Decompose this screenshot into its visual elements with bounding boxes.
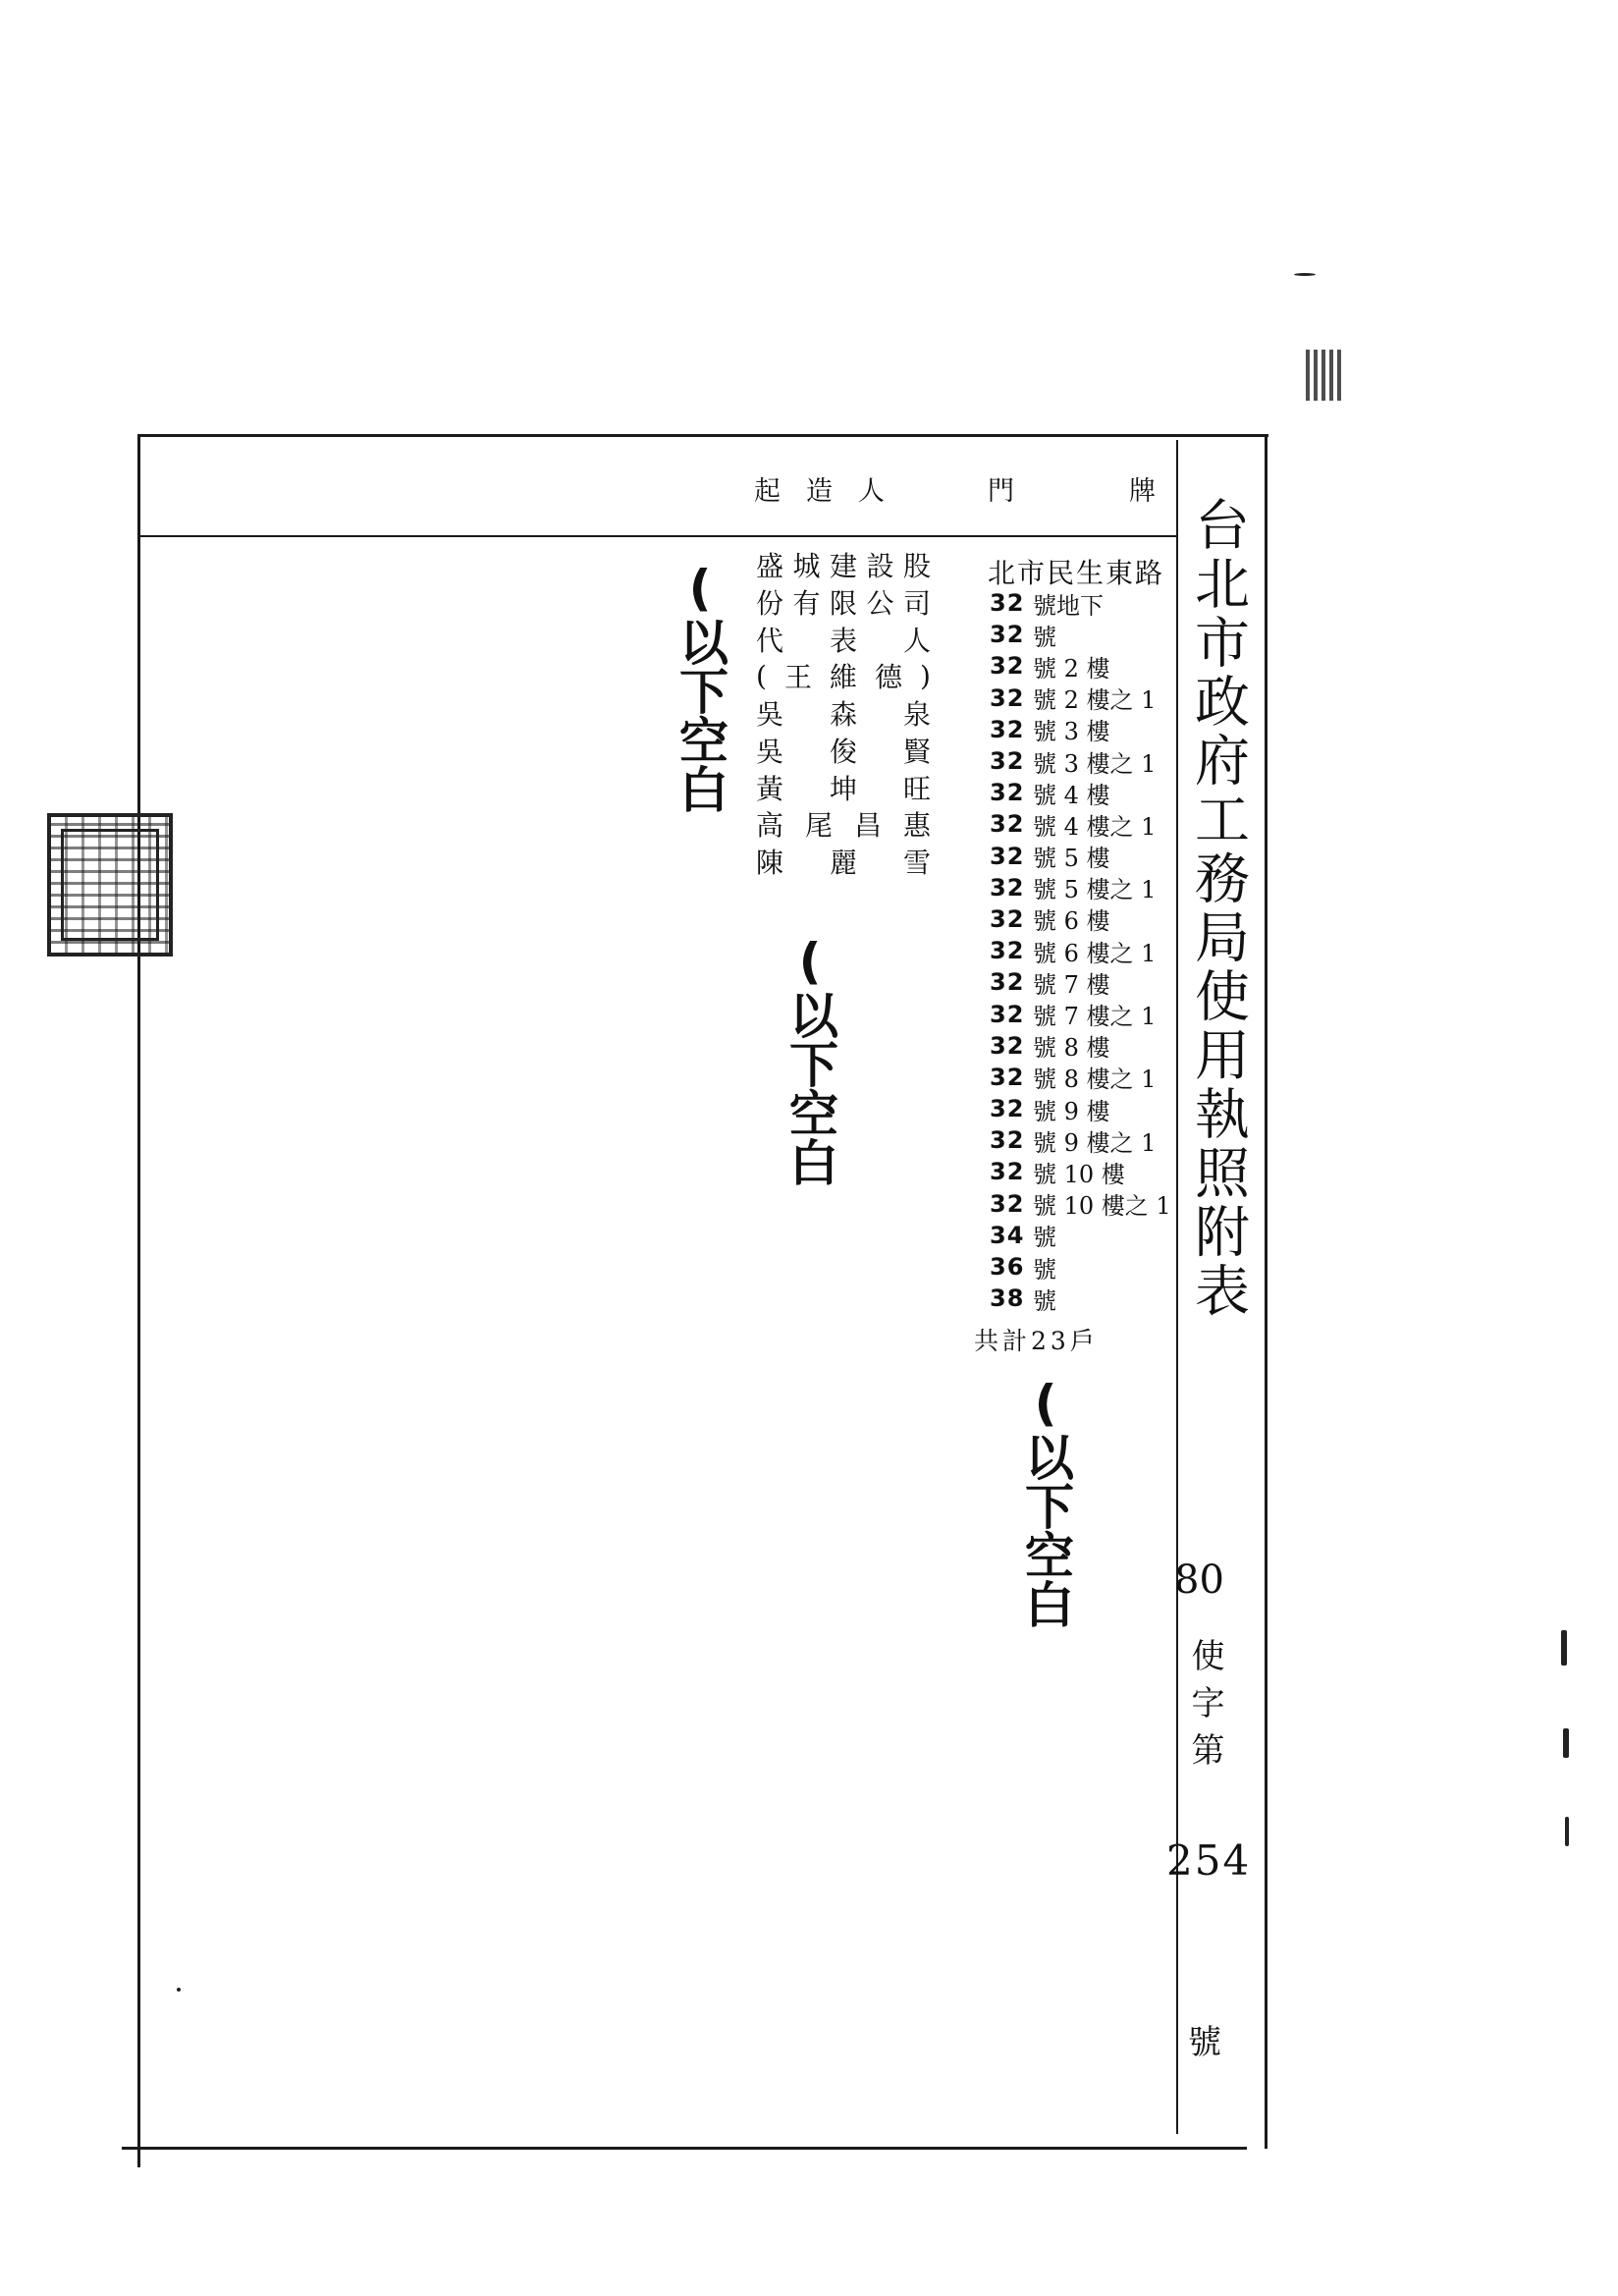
address-row — [990, 808, 1171, 840]
address-row — [990, 903, 1171, 935]
builder-char: 坤 — [829, 772, 857, 805]
unit-label: 號 5 樓之 1 — [1033, 876, 1157, 904]
scan-speck — [1561, 1630, 1567, 1666]
street-number: 32 — [990, 968, 1025, 997]
address-row — [990, 1093, 1171, 1124]
header-rule — [139, 535, 1176, 537]
builder-char: 代 — [756, 624, 784, 657]
seal-stamp — [47, 813, 173, 957]
street-number: 32 — [990, 779, 1025, 807]
builder-char: 森 — [829, 698, 857, 732]
blank-below-mark: (以下空白 — [1017, 1375, 1074, 1628]
builder-char: 建 — [829, 549, 857, 582]
unit-label: 號 2 樓 — [1033, 654, 1110, 683]
street-number: 36 — [990, 1253, 1025, 1282]
street-number: 32 — [990, 1095, 1025, 1123]
unit-label: 號 8 樓 — [1033, 1034, 1110, 1063]
builder-list — [756, 546, 931, 880]
unit-label: 號 — [1033, 1255, 1056, 1284]
address-row — [990, 1062, 1171, 1093]
builder-char: 泉 — [902, 698, 931, 732]
builder-line — [756, 843, 931, 880]
household-total: 共計23戶 — [974, 1327, 1099, 1355]
form-border-right — [1265, 434, 1267, 2149]
builder-char: 德 — [875, 661, 903, 694]
street-number: 32 — [990, 810, 1025, 839]
street-number: 32 — [990, 652, 1025, 681]
scan-speck — [177, 1988, 181, 1992]
address-row — [990, 966, 1171, 998]
scan-speck — [1563, 1728, 1569, 1758]
builder-char: 維 — [829, 661, 857, 694]
street-number: 32 — [990, 1000, 1025, 1028]
street-number: 32 — [990, 621, 1025, 649]
address-row — [990, 872, 1171, 903]
builder-char: 司 — [902, 586, 931, 620]
builder-line — [756, 583, 931, 621]
address-row — [990, 841, 1171, 872]
builder-char: 設 — [866, 549, 894, 582]
unit-label: 號 4 樓 — [1033, 781, 1110, 809]
builder-line — [756, 657, 931, 694]
address-row — [990, 1156, 1171, 1187]
street-number: 34 — [990, 1221, 1025, 1249]
builder-char: 高 — [756, 809, 784, 843]
unit-label: 號 8 樓之 1 — [1033, 1066, 1157, 1094]
permit-type: 使字第 — [1185, 1638, 1224, 1779]
form-border-left — [137, 434, 140, 2167]
address-list — [990, 587, 1171, 1314]
builder-char: 麗 — [829, 847, 857, 880]
address-row — [990, 1251, 1171, 1283]
address-row — [990, 777, 1171, 808]
scan-artifact — [1306, 350, 1345, 401]
builder-line — [756, 546, 931, 583]
builder-char: 俊 — [829, 735, 857, 768]
builder-char: 旺 — [902, 772, 931, 805]
street-number: 32 — [990, 747, 1025, 776]
address-row — [990, 745, 1171, 777]
address-row — [990, 683, 1171, 714]
street-number: 32 — [990, 1031, 1025, 1060]
builder-char: 王 — [783, 661, 812, 694]
form-border-bottom — [122, 2147, 1247, 2150]
street-number: 32 — [990, 1126, 1025, 1155]
street-number: 32 — [990, 842, 1025, 870]
builder-char: 城 — [792, 549, 821, 582]
builder-char: 限 — [829, 586, 857, 620]
street-number: 38 — [990, 1285, 1025, 1313]
street-number: 32 — [990, 873, 1025, 902]
builder-char: 吳 — [756, 735, 784, 768]
street-name: 北市民生東路 — [988, 557, 1165, 589]
scan-speck — [1565, 1817, 1569, 1846]
builder-line — [756, 621, 931, 658]
street-number: 32 — [990, 683, 1025, 712]
street-number: 32 — [990, 715, 1025, 743]
address-row — [990, 714, 1171, 745]
permit-suffix: 號 — [1188, 2023, 1221, 2062]
builder-char: 公 — [866, 586, 894, 620]
street-number: 32 — [990, 1189, 1025, 1218]
builder-char: 股 — [902, 549, 931, 582]
address-row — [990, 1124, 1171, 1156]
blank-below-mark: (以下空白 — [672, 560, 728, 813]
unit-label: 號 6 樓之 1 — [1033, 939, 1157, 967]
address-row — [990, 1283, 1171, 1314]
unit-label: 號 9 樓 — [1033, 1097, 1110, 1125]
address-row — [990, 1188, 1171, 1220]
unit-label: 號 3 樓之 1 — [1033, 749, 1157, 778]
builder-char: 盛 — [756, 549, 784, 582]
blank-below-mark: (以下空白 — [782, 933, 838, 1186]
builder-char: 黃 — [756, 772, 784, 805]
builder-char: 份 — [756, 586, 784, 620]
seal-stamp-inner-border — [61, 829, 159, 941]
street-number: 32 — [990, 904, 1025, 933]
permit-number: 254 — [1166, 1836, 1252, 1885]
builder-char: 吳 — [756, 698, 784, 732]
builder-char: ( — [756, 659, 767, 692]
doorplate-header: 門 — [988, 476, 1014, 507]
unit-label: 號 4 樓之 1 — [1033, 812, 1157, 841]
builder-line — [756, 769, 931, 806]
unit-label: 號 — [1033, 1224, 1056, 1252]
address-row — [990, 998, 1171, 1029]
address-row — [990, 587, 1171, 619]
builder-char: 表 — [829, 624, 857, 657]
builder-header: 起造人 — [754, 476, 910, 507]
street-number: 32 — [990, 589, 1025, 618]
permit-prefix: 80 — [1174, 1558, 1224, 1603]
address-row — [990, 935, 1171, 966]
document-title: 台北市政府工務局使用執照附表 — [1186, 496, 1250, 1321]
unit-label: 號 10 樓之 1 — [1033, 1192, 1171, 1221]
address-row — [990, 619, 1171, 650]
unit-label: 號 7 樓 — [1033, 970, 1110, 999]
unit-label: 號 — [1033, 1286, 1056, 1315]
builder-line — [756, 806, 931, 844]
builder-line — [756, 694, 931, 732]
unit-label: 號 7 樓之 1 — [1033, 1003, 1157, 1031]
builder-char: 賢 — [902, 735, 931, 768]
scan-speck — [1294, 273, 1316, 276]
builder-char: 雪 — [902, 847, 931, 880]
unit-label: 號 2 樓之 1 — [1033, 686, 1157, 715]
form-border-top — [139, 434, 1268, 437]
unit-label: 號 5 樓 — [1033, 845, 1110, 873]
unit-label: 號 10 樓 — [1033, 1160, 1125, 1188]
street-number: 32 — [990, 1158, 1025, 1186]
address-row — [990, 650, 1171, 682]
unit-label: 號 9 樓之 1 — [1033, 1128, 1157, 1157]
unit-label: 號 6 樓 — [1033, 907, 1110, 936]
street-number: 32 — [990, 1063, 1025, 1091]
street-number: 32 — [990, 937, 1025, 965]
builder-char: ) — [920, 659, 931, 692]
builder-char: 昌 — [853, 809, 882, 843]
doorplate-header-end: 牌 — [1129, 476, 1156, 507]
address-row — [990, 1030, 1171, 1062]
builder-char: 人 — [902, 624, 931, 657]
unit-label: 號 — [1033, 623, 1056, 651]
builder-line — [756, 732, 931, 769]
builder-char: 惠 — [902, 809, 931, 843]
address-row — [990, 1220, 1171, 1251]
unit-label: 號地下 — [1033, 591, 1104, 620]
unit-label: 號 3 樓 — [1033, 718, 1110, 746]
builder-char: 有 — [792, 586, 821, 620]
builder-char: 陳 — [756, 847, 784, 880]
builder-char: 尾 — [804, 809, 833, 843]
